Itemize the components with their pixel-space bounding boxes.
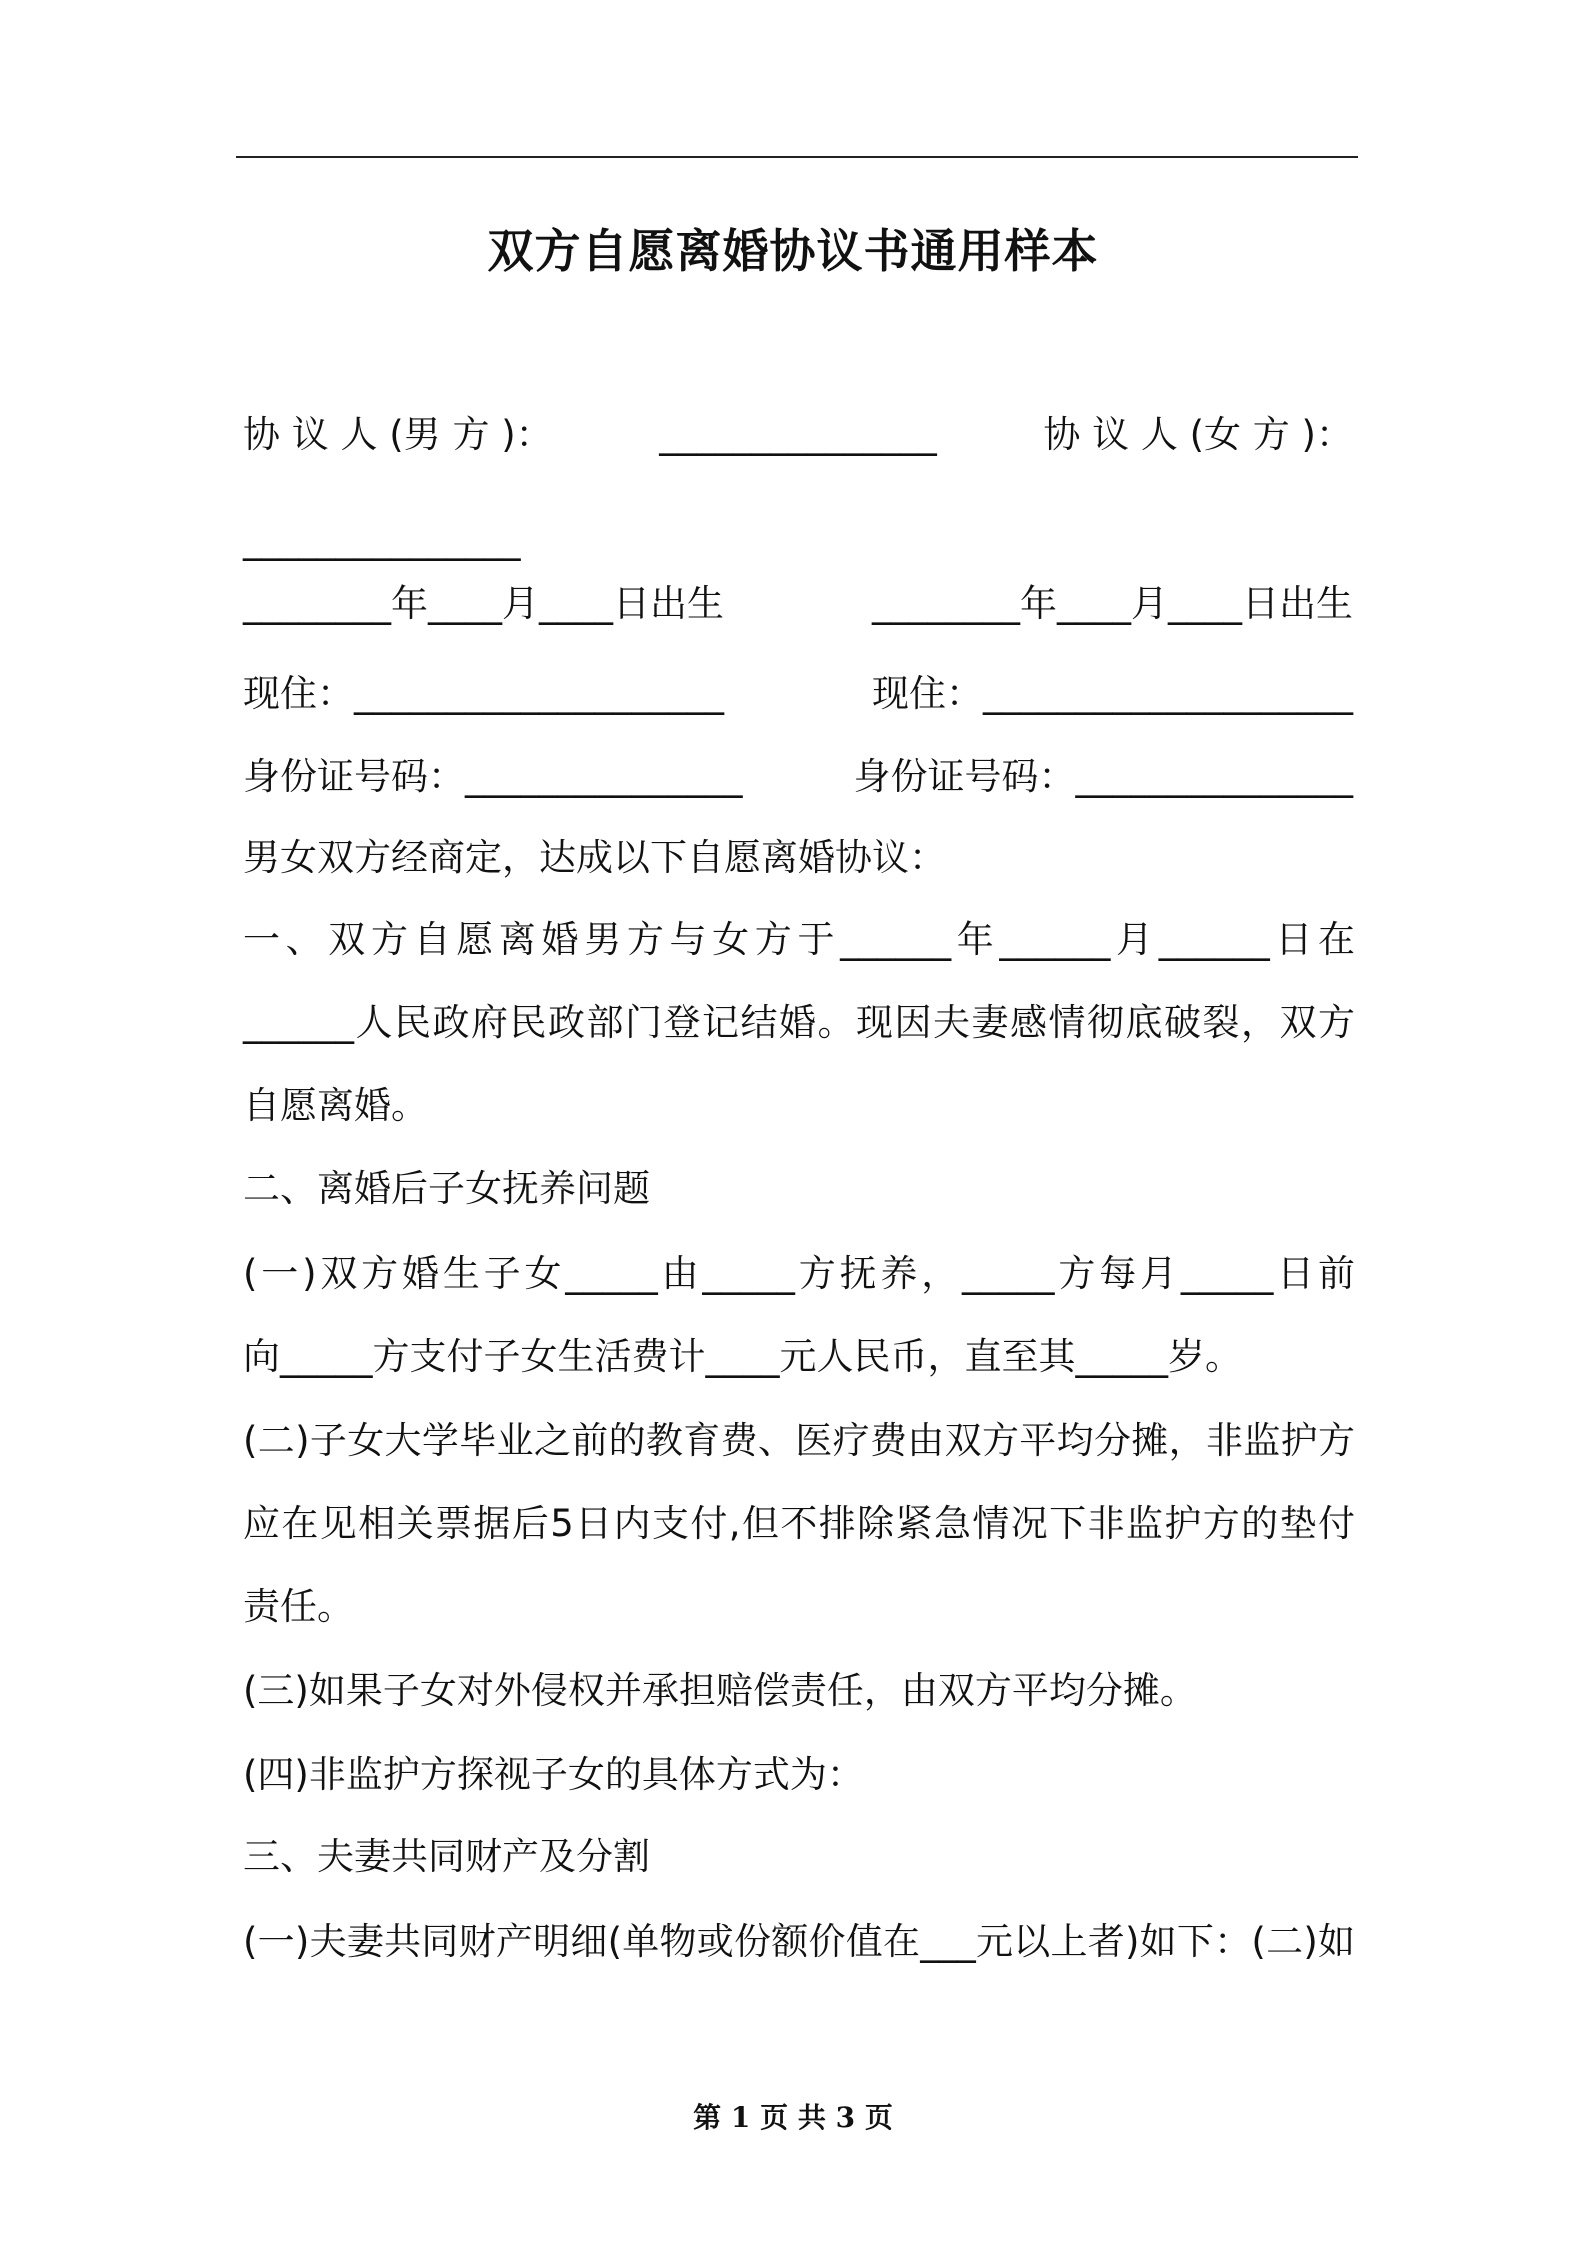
female-party-label: 协 议 人 (女 方 )： [1043,413,1353,456]
birth-line [243,579,1353,629]
parties-line [243,410,1353,460]
section1-line2: ______人民政府民政部门登记结婚。现因夫妻感情彻底破裂，双方 [243,1001,1355,1044]
male-party-blank: _______________ [659,413,937,456]
section2-heading: 二、离婚后子女抚养问题 [243,1167,650,1210]
male-id-number: 身份证号码：_______________ [243,755,743,798]
section2-item3: (三)如果子女对外侵权并承担赔偿责任，由双方平均分摊。 [243,1669,1197,1712]
female-id-number: 身份证号码：_______________ [853,755,1353,798]
header-rule [236,156,1358,158]
section2-item2-line3: 责任。 [243,1585,354,1628]
page-indicator: 第 1 页 共 3 页 [693,2101,893,2134]
section2-item1-line2: 向_____方支付子女生活费计____元人民币，直至其_____岁。 [243,1335,1242,1378]
male-birth-date: ________年____月____日出生 [243,582,724,625]
male-party-label: 协 议 人 (男 方 )： [243,413,553,456]
section3-heading: 三、夫妻共同财产及分割 [243,1835,650,1878]
female-birth-date: ________年____月____日出生 [872,582,1353,625]
section2-item2-line2: 应在见相关票据后5日内支付,但不排除紧急情况下非监护方的垫付 [243,1502,1355,1545]
female-residence: 现住：____________________ [872,672,1353,715]
section1-line3: 自愿离婚。 [243,1084,428,1127]
section3-item1-line1: (一)夫妻共同财产明细(单物或份额价值在___元以上者)如下：(二)如 [243,1920,1355,1963]
document-title: 双方自愿离婚协议书通用样本 [487,224,1099,278]
section2-item2-line1: (二)子女大学毕业之前的教育费、医疗费由双方平均分摊，非监护方 [243,1419,1355,1462]
residence-line [243,669,1353,719]
female-party-blank: _______________ [243,518,521,561]
male-residence: 现住：____________________ [243,672,724,715]
section2-item1-line1: (一)双方婚生子女_____由_____方抚养，_____方每月_____日前 [243,1252,1355,1295]
intro-paragraph: 男女双方经商定，达成以下自愿离婚协议： [243,836,946,879]
section1-line1: 一、双方自愿离婚男方与女方于______年______月______日在 [243,918,1355,961]
section2-item4: (四)非监护方探视子女的具体方式为： [243,1753,864,1796]
id-number-line [243,752,1353,802]
